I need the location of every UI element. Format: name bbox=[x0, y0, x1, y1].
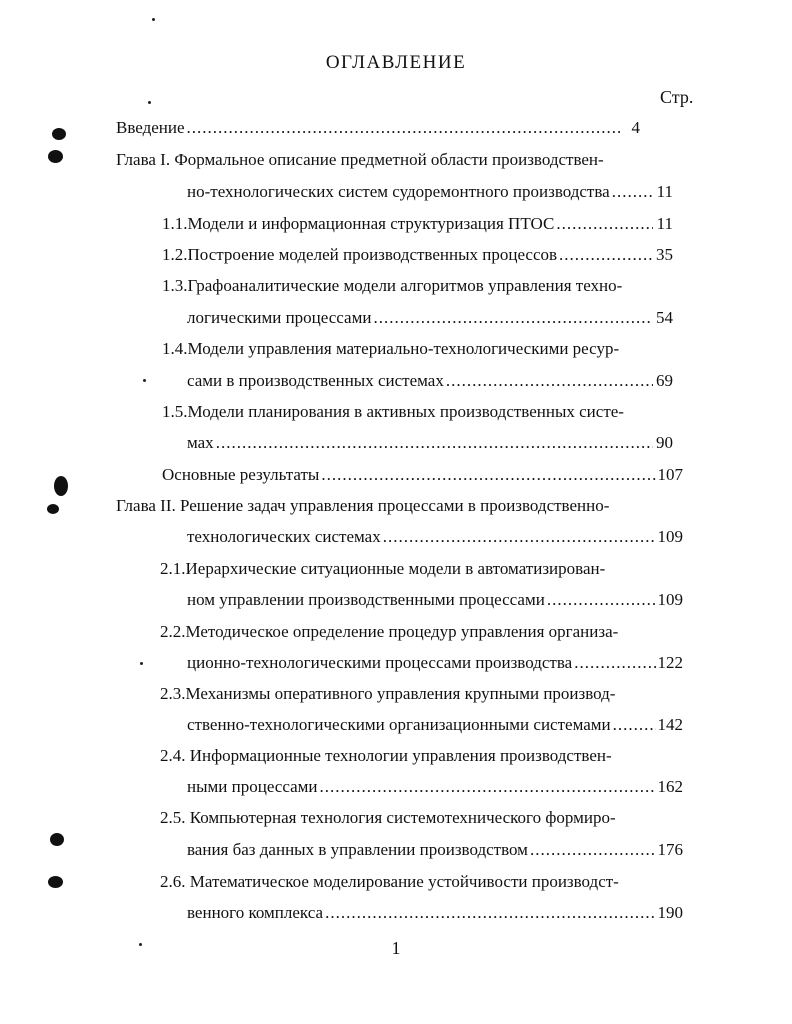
toc-section-1-3-line1[interactable]: 1.3.Графоаналитические модели алгоритмов управления техно- bbox=[162, 276, 623, 295]
page-column-label: Стр. bbox=[660, 87, 694, 107]
leader-dots bbox=[612, 180, 653, 204]
toc-section-2-4-line1[interactable]: 2.4. Информационные технологии управления производствен- bbox=[160, 746, 612, 765]
toc-section-2-2-line1[interactable]: 2.2.Методическое определение процедур управления организа- bbox=[160, 622, 619, 641]
ink-blot bbox=[48, 876, 63, 888]
toc-chapter-2-line1[interactable]: Глава II. Решение задач управления процессами в производственно- bbox=[116, 496, 610, 515]
leader-dots bbox=[530, 838, 656, 862]
toc-entry-text: логическими процессами bbox=[187, 308, 372, 327]
toc-chapter-1-line2[interactable] bbox=[187, 180, 673, 204]
toc-section-1-5-line2[interactable] bbox=[187, 431, 673, 455]
toc-section-1-3-line2[interactable] bbox=[187, 306, 673, 330]
toc-entry-text: ными процессами bbox=[187, 777, 318, 796]
toc-page-number: 122 bbox=[657, 653, 683, 672]
ink-blot bbox=[52, 128, 66, 140]
toc-entry-text: Основные результаты bbox=[162, 465, 320, 484]
toc-section-2-5-line1[interactable]: 2.5. Компьютерная технология системотехнического формиро- bbox=[160, 808, 616, 827]
toc-entry-intro[interactable] bbox=[116, 116, 640, 140]
toc-section-2-1-line2[interactable] bbox=[187, 588, 683, 612]
speck bbox=[148, 101, 151, 104]
leader-dots bbox=[383, 525, 656, 549]
toc-page-number: 142 bbox=[657, 715, 683, 734]
toc-page-number: 4 bbox=[631, 118, 640, 137]
toc-page-number: 90 bbox=[656, 433, 673, 452]
toc-page-number: 109 bbox=[657, 590, 683, 609]
toc-section-1-5-line1[interactable]: 1.5.Модели планирования в активных производственных систе- bbox=[162, 402, 624, 421]
ink-blot bbox=[50, 833, 64, 846]
toc-entry-text: венного комплекса bbox=[187, 903, 324, 922]
leader-dots bbox=[216, 431, 653, 455]
speck bbox=[152, 18, 155, 21]
toc-section-2-6-line2[interactable] bbox=[187, 901, 683, 925]
toc-section-2-5-line2[interactable] bbox=[187, 838, 683, 862]
toc-section-2-1-line1[interactable]: 2.1.Иерархические ситуационные модели в автоматизирован- bbox=[160, 559, 606, 578]
toc-page-number: 190 bbox=[657, 903, 683, 922]
toc-entry-text: но-технологических систем судоремонтного производства bbox=[187, 182, 610, 201]
toc-page-number: 162 bbox=[657, 777, 683, 796]
toc-page-number: 54 bbox=[656, 308, 673, 327]
toc-section-2-6-line1[interactable]: 2.6. Математическое моделирование устойчивости производст- bbox=[160, 872, 619, 891]
toc-section-1-4-line2[interactable] bbox=[187, 369, 673, 393]
toc-entry-text: 1.2.Построение моделей производственных процессов bbox=[162, 245, 558, 264]
toc-chapter-2-line2[interactable] bbox=[187, 525, 683, 549]
toc-section-1-4-line1[interactable]: 1.4.Модели управления материально-технологическими ресур- bbox=[162, 339, 620, 358]
leader-dots bbox=[325, 901, 655, 925]
leader-dots bbox=[187, 116, 620, 140]
toc-entry-text: ном управлении производственными процессами bbox=[187, 590, 545, 609]
toc-page-number: 11 bbox=[656, 214, 673, 233]
toc-page-number: 11 bbox=[656, 182, 673, 201]
leader-dots bbox=[556, 212, 653, 236]
toc-entry-text: 1.1.Модели и информационная структуризация ПТОС bbox=[162, 214, 555, 233]
toc-section-2-3-line1[interactable]: 2.3.Механизмы оперативного управления крупными производ- bbox=[160, 684, 616, 703]
toc-section-2-3-line2[interactable] bbox=[187, 713, 683, 737]
toc-entry-text: вания баз данных в управлении производством bbox=[187, 840, 528, 859]
toc-entry-text: мах bbox=[187, 433, 214, 452]
toc-page-number: 69 bbox=[656, 371, 673, 390]
ink-blot bbox=[47, 504, 59, 514]
ink-blot bbox=[48, 150, 63, 163]
toc-section-1-1[interactable] bbox=[162, 212, 673, 236]
toc-entry-text: ственно-технологическими организационными системами bbox=[187, 715, 611, 734]
speck bbox=[143, 379, 146, 382]
leader-dots bbox=[320, 775, 656, 799]
toc-section-1-2[interactable] bbox=[162, 243, 673, 267]
ink-blot bbox=[54, 476, 68, 496]
speck bbox=[140, 662, 143, 665]
leader-dots bbox=[321, 463, 655, 487]
leader-dots bbox=[373, 306, 653, 330]
toc-page-number: 176 bbox=[657, 840, 683, 859]
toc-entry-text: ционно-технологическими процессами производства bbox=[187, 653, 573, 672]
leader-dots bbox=[559, 243, 653, 267]
toc-entry-text: Введение bbox=[116, 118, 185, 137]
toc-main-results[interactable] bbox=[162, 463, 683, 487]
toc-entry-text: технологических системах bbox=[187, 527, 381, 546]
toc-chapter-1-line1[interactable]: Глава I. Формальное описание предметной области производствен- bbox=[116, 150, 604, 169]
page-title: ОГЛАВЛЕНИЕ bbox=[325, 52, 467, 73]
leader-dots bbox=[446, 369, 653, 393]
toc-page-number: 109 bbox=[657, 527, 683, 546]
toc-section-2-4-line2[interactable] bbox=[187, 775, 683, 799]
toc-page-number: 35 bbox=[656, 245, 673, 264]
leader-dots bbox=[613, 713, 656, 737]
toc-page-number: 107 bbox=[657, 465, 683, 484]
toc-entry-text: сами в производственных системах bbox=[187, 371, 444, 390]
page-number: 1 bbox=[391, 938, 401, 958]
toc-section-2-2-line2[interactable] bbox=[187, 651, 683, 675]
leader-dots bbox=[547, 588, 656, 612]
leader-dots bbox=[574, 651, 655, 675]
